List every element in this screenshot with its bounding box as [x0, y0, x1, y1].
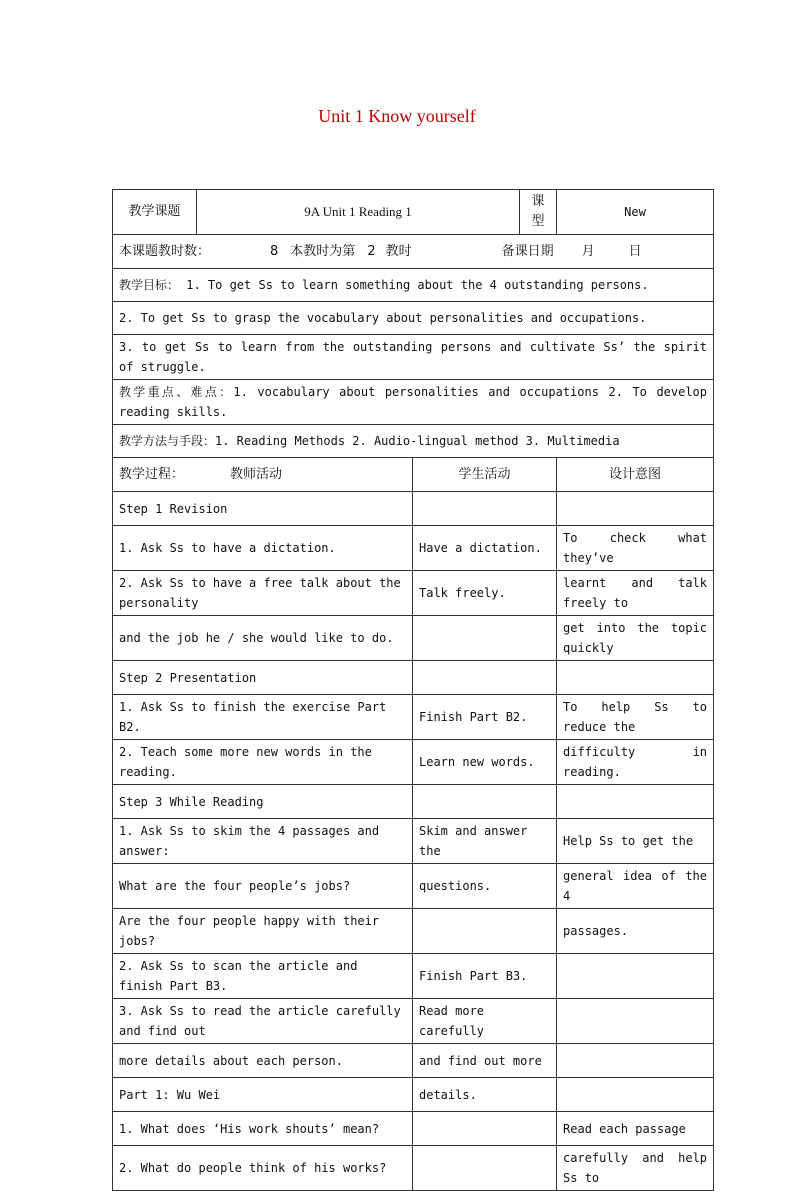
day-label: 日 [628, 243, 642, 259]
cell-design: To help Ss to reduce the [557, 695, 714, 740]
student-activity-header: 学生活动 [413, 458, 557, 492]
lesson-plan-table [112, 189, 714, 1191]
header-row [113, 190, 714, 235]
cell-student [413, 492, 557, 526]
table-row [113, 1112, 714, 1146]
methods: 教学方法与手段：1. Reading Methods 2. Audio-lingual method 3. Multimedia [113, 425, 714, 458]
teacher-activity-header: 教师活动 [230, 466, 283, 482]
table-row [113, 909, 714, 954]
cell-student [413, 1146, 557, 1191]
date-label: 备课日期 [501, 243, 554, 259]
table-row [113, 740, 714, 785]
table-row [113, 954, 714, 999]
objective-1: 教学目标： 1. To get Ss to learn something about the 4 outstanding persons. [113, 269, 714, 302]
cell-teacher: more details about each person. [113, 1044, 413, 1078]
cell-student [413, 1112, 557, 1146]
cell-teacher: 2. Ask Ss to have a free talk about the personality [113, 571, 413, 616]
cell-teacher: and the job he / she would like to do. [113, 616, 413, 661]
table-row [113, 526, 714, 571]
table-row [113, 1078, 714, 1112]
cell-teacher: 2. What do people think of his works? [113, 1146, 413, 1191]
table-row [113, 864, 714, 909]
cell-teacher: What are the four people’s jobs? [113, 864, 413, 909]
table-row [113, 492, 714, 526]
table-row [113, 785, 714, 819]
process-label: 教学过程： [119, 466, 185, 482]
cell-student: Skim and answer the [413, 819, 557, 864]
key-points: 教学重点、难点：1. vocabulary about personalities and occupations 2. To develop reading skills. [113, 380, 714, 425]
process-header-teacher [113, 458, 413, 492]
hours-cell [113, 235, 714, 269]
cell-teacher: 1. Ask Ss to have a dictation. [113, 526, 413, 571]
cell-teacher: Are the four people happy with their jobs? [113, 909, 413, 954]
type-value: New [557, 190, 714, 235]
cell-student: Finish Part B3. [413, 954, 557, 999]
cell-student: Read more carefully [413, 999, 557, 1044]
this-hour-label: 本教时为第 [290, 243, 356, 259]
cell-design [557, 1078, 714, 1112]
hour-unit: 教时 [385, 243, 412, 259]
cell-teacher: Part 1: Wu Wei [113, 1078, 413, 1112]
cell-student [413, 661, 557, 695]
cell-student: Have a dictation. [413, 526, 557, 571]
cell-design [557, 954, 714, 999]
objective-2: 2. To get Ss to grasp the vocabulary about personalities and occupations. [113, 302, 714, 335]
cell-design: Read each passage [557, 1112, 714, 1146]
cell-design [557, 492, 714, 526]
table-row [113, 819, 714, 864]
hours-label: 本课题教时数： [119, 243, 211, 259]
month-label: 月 [581, 243, 595, 259]
cell-student: and find out more [413, 1044, 557, 1078]
hours-row [113, 235, 714, 269]
cell-design: get into the topic quickly [557, 616, 714, 661]
cell-design [557, 1044, 714, 1078]
cell-student: Learn new words. [413, 740, 557, 785]
hours-total: 8 [270, 243, 279, 259]
cell-design: Help Ss to get the [557, 819, 714, 864]
cell-student [413, 785, 557, 819]
cell-teacher: 1. What does ‘His work shouts’ mean? [113, 1112, 413, 1146]
cell-student [413, 909, 557, 954]
cell-teacher: 2. Ask Ss to scan the article and finish Part B3. [113, 954, 413, 999]
topic-value: 9A Unit 1 Reading 1 [197, 190, 520, 235]
cell-design [557, 999, 714, 1044]
table-row [113, 1044, 714, 1078]
cell-teacher: Step 3 While Reading [113, 785, 413, 819]
table-row [113, 999, 714, 1044]
cell-design: passages. [557, 909, 714, 954]
cell-design: learnt and talk freely to [557, 571, 714, 616]
table-row [113, 1146, 714, 1191]
cell-student: details. [413, 1078, 557, 1112]
design-intent-header: 设计意图 [557, 458, 714, 492]
cell-student: Finish Part B2. [413, 695, 557, 740]
cell-design: To check what they’ve [557, 526, 714, 571]
cell-student [413, 616, 557, 661]
table-row [113, 661, 714, 695]
table-row [113, 695, 714, 740]
table-row [113, 571, 714, 616]
process-header-row [113, 458, 714, 492]
cell-design [557, 661, 714, 695]
topic-label: 教学课题 [113, 190, 197, 235]
cell-design: difficulty in reading. [557, 740, 714, 785]
table-row [113, 616, 714, 661]
cell-design: general idea of the 4 [557, 864, 714, 909]
cell-design [557, 785, 714, 819]
cell-teacher: 3. Ask Ss to read the article carefully and find out [113, 999, 413, 1044]
cell-teacher: 2. Teach some more new words in the reading. [113, 740, 413, 785]
cell-teacher: Step 2 Presentation [113, 661, 413, 695]
objective-3: 3. to get Ss to learn from the outstanding persons and cultivate Ss’ the spirit of struggle. [113, 335, 714, 380]
cell-student: questions. [413, 864, 557, 909]
cell-teacher: Step 1 Revision [113, 492, 413, 526]
page-title: Unit 1 Know yourself [318, 106, 476, 126]
cell-teacher: 1. Ask Ss to skim the 4 passages and answer: [113, 819, 413, 864]
cell-design: carefully and help Ss to [557, 1146, 714, 1191]
type-label: 课型 [520, 190, 557, 235]
cell-student: Talk freely. [413, 571, 557, 616]
this-hour-number: 2 [367, 243, 376, 259]
cell-teacher: 1. Ask Ss to finish the exercise Part B2. [113, 695, 413, 740]
